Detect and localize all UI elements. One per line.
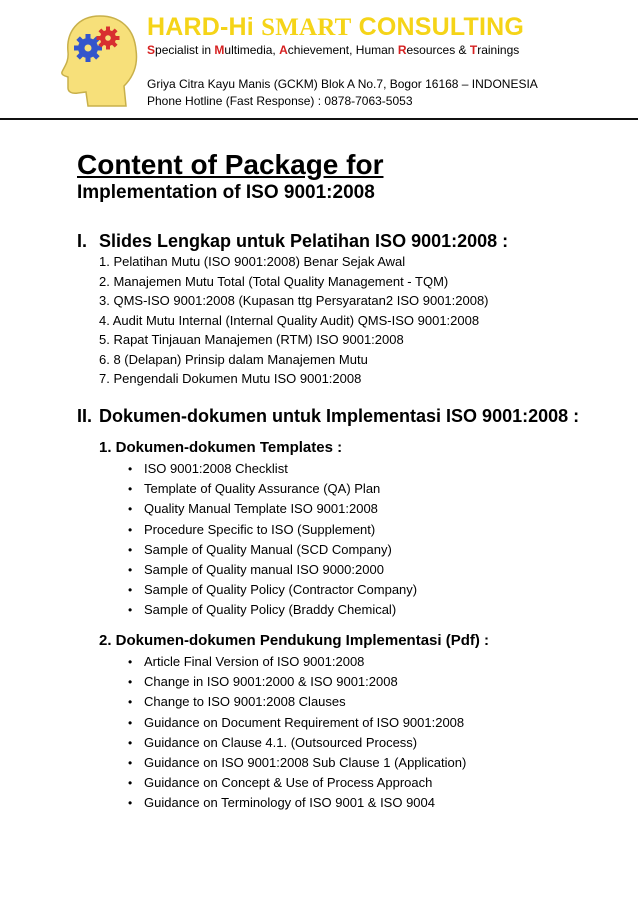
list-item: • Guidance on Terminology of ISO 9001 & ISO 9004	[128, 793, 466, 813]
list-item: • Change in ISO 9001:2000 & ISO 9001:2008	[128, 672, 466, 692]
phone-hotline: Phone Hotline (Fast Response) : 0878-7063-5053	[147, 94, 413, 108]
bullet-icon: •	[128, 502, 133, 517]
contact-info	[147, 76, 538, 110]
tagline: Specialist in Multimedia, Achievement, Human Resources & Trainings	[147, 43, 520, 57]
brand-name: HARD-Hi SMART CONSULTING	[147, 13, 525, 41]
bullet-icon: •	[128, 603, 133, 618]
list-item: • Template of Quality Assurance (QA) Plan	[128, 479, 417, 499]
bullet-icon: •	[128, 675, 133, 690]
bullet-icon: •	[128, 562, 133, 577]
list-item: 7. Pengendali Dokumen Mutu ISO 9001:2008	[99, 371, 362, 386]
bullet-icon: •	[128, 655, 133, 669]
list-item: • Guidance on Clause 4.1. (Outsourced Process)	[128, 733, 466, 753]
subsection-2-heading: 2. Dokumen-dokumen Pendukung Implementasi (Pdf) :	[99, 632, 490, 649]
list-item: • Procedure Specific to ISO (Supplement)	[128, 520, 417, 540]
section-2-heading: II. Dokumen-dokumen untuk Implementasi ISO 9001:2008 :	[77, 406, 580, 426]
header-divider	[0, 118, 638, 120]
list-item: 3. QMS-ISO 9001:2008 (Kupasan ttg Persyaratan2 ISO 9001:2008)	[99, 293, 489, 308]
list-item: • Sample of Quality Policy (Contractor Company)	[128, 580, 417, 600]
document-title: Content of Package for	[77, 149, 384, 180]
bullet-icon: •	[128, 542, 133, 557]
subsection-2-list	[128, 652, 466, 814]
list-item: 5. Rapat Tinjauan Manajemen (RTM) ISO 9001:2008	[99, 332, 404, 347]
document-subtitle: Implementation of ISO 9001:2008	[77, 182, 375, 203]
bullet-icon: •	[128, 583, 133, 598]
list-item: • Quality Manual Template ISO 9001:2008	[128, 499, 417, 519]
list-item: • Sample of Quality manual ISO 9000:2000	[128, 560, 417, 580]
address: Griya Citra Kayu Manis (GCKM) Blok A No.7, Bogor 16168 – INDONESIA	[147, 77, 538, 91]
list-item: • ISO 9001:2008 Checklist	[128, 459, 417, 479]
list-item: • Sample of Quality Manual (SCD Company)	[128, 540, 417, 560]
bullet-icon: •	[128, 695, 133, 710]
list-item: 2. Manajemen Mutu Total (Total Quality Management - TQM)	[99, 273, 449, 289]
bullet-icon: •	[128, 735, 133, 750]
list-item: 4. Audit Mutu Internal (Internal Quality Audit) QMS-ISO 9001:2008	[99, 312, 480, 328]
bullet-icon: •	[128, 715, 133, 730]
bullet-icon: •	[128, 482, 133, 497]
list-item: • Guidance on ISO 9001:2008 Sub Clause 1 (Application)	[128, 753, 466, 773]
bullet-icon: •	[128, 522, 133, 537]
list-item: • Article Final Version of ISO 9001:2008	[128, 652, 466, 672]
head-gears-logo	[60, 12, 140, 108]
list-item: • Guidance on Document Requirement of ISO 9001:2008	[128, 713, 466, 733]
bullet-icon: •	[128, 755, 133, 770]
bullet-icon: •	[128, 462, 133, 476]
section-1-heading: I. Slides Lengkap untuk Pelatihan ISO 9001:2008 :	[77, 231, 509, 251]
subsection-1-heading: 1. Dokumen-dokumen Templates :	[99, 439, 343, 456]
list-item: • Change to ISO 9001:2008 Clauses	[128, 692, 466, 712]
section-1-list	[99, 252, 489, 389]
list-item: 1. Pelatihan Mutu (ISO 9001:2008) Benar Sejak Awal	[99, 254, 406, 269]
bullet-icon: •	[128, 776, 133, 791]
bullet-icon: •	[128, 796, 133, 811]
list-item: • Sample of Quality Policy (Braddy Chemical)	[128, 600, 417, 620]
list-item: • Guidance on Concept & Use of Process Approach	[128, 773, 466, 793]
list-item: 6. 8 (Delapan) Prinsip dalam Manajemen Mutu	[99, 351, 368, 367]
subsection-1-list	[128, 459, 417, 621]
